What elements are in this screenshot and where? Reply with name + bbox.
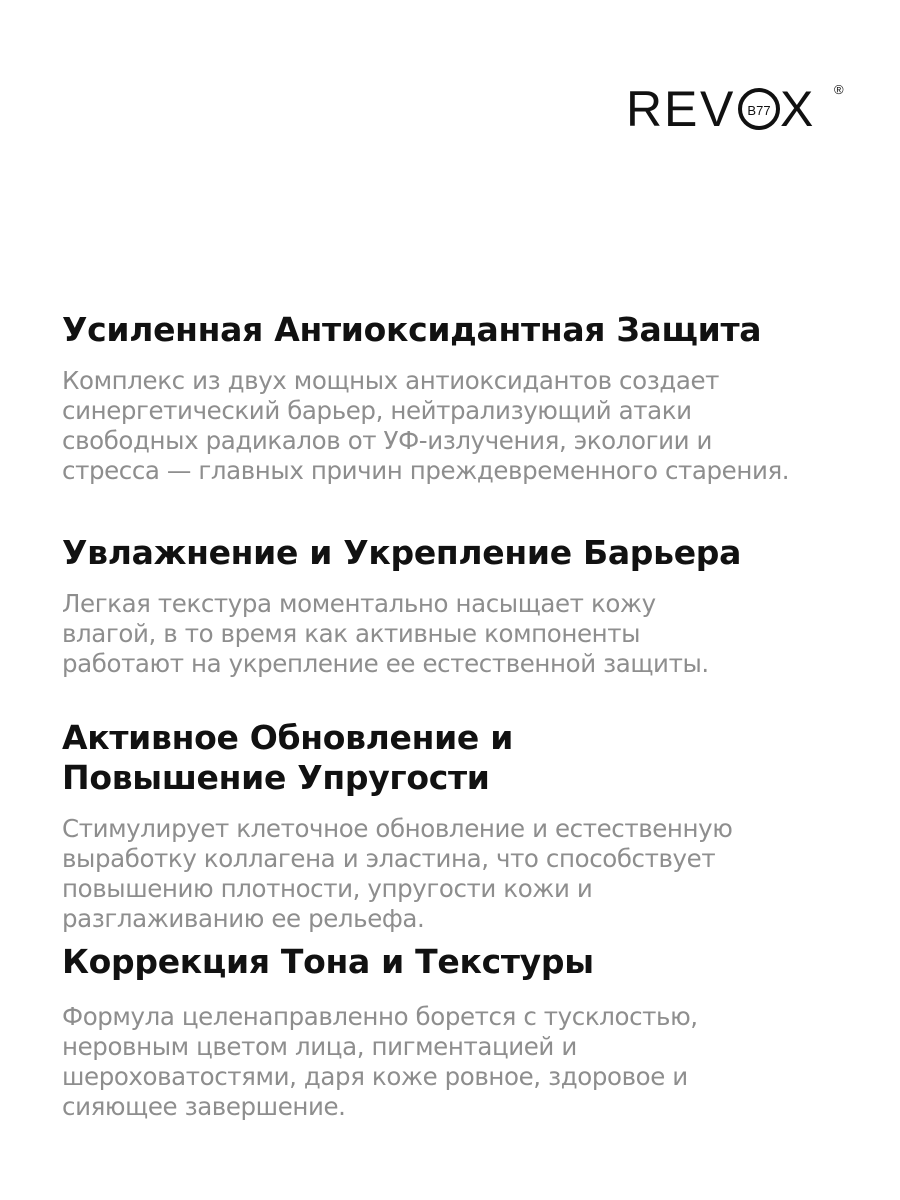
feature-description [62,366,862,486]
revox-logo-mark [622,78,848,136]
logo-sub-mark: B77 [747,103,771,118]
feature-title: Коррекция Тона и Текстуры [62,942,594,981]
title-line: Повышение Упругости [62,758,490,797]
logo-letter-r: R [626,81,663,136]
description-line: Комплекс из двух мощных антиоксидантов создает [62,366,720,395]
description-line: работают на укрепление ее естественной защиты. [62,649,709,678]
feature-description [62,589,862,679]
logo-letter-v: V [700,81,734,136]
feature-title: Усиленная Антиоксидантная Защита [62,310,762,349]
description-line: шероховатостями, даря коже ровное, здоровое и [62,1062,688,1091]
feature-title [62,718,862,798]
feature-tone-correction [62,942,862,1122]
feature-renewal [62,718,862,934]
description-line: влагой, в то время как активные компоненты [62,619,641,648]
description-line: Легкая текстура моментально насыщает кожу [62,589,656,618]
description-line: повышению плотности, упругости кожи и [62,874,593,903]
logo-letter-x: X [780,81,814,136]
feature-title: Увлажнение и Укрепление Барьера [62,533,742,572]
brand-logo [622,78,848,136]
description-line: сияющее завершение. [62,1092,346,1121]
feature-hydration [62,533,862,679]
description-line: Формула целенаправленно борется с тусклостью, [62,1002,698,1031]
description-line: выработку коллагена и эластина, что способствует [62,844,716,873]
logo-letter-e: E [664,81,698,136]
description-line: неровным цветом лица, пигментацией и [62,1032,577,1061]
description-line: разглаживанию ее рельефа. [62,904,425,933]
logo-registered-mark: ® [834,82,844,97]
description-line: стресса — главных причин преждевременного старения. [62,456,790,485]
title-line: Активное Обновление и [62,718,514,757]
description-line: свободных радикалов от УФ-излучения, экологии и [62,426,713,455]
feature-description [62,814,862,934]
description-line: Стимулирует клеточное обновление и естественную [62,814,733,843]
feature-description [62,1002,862,1122]
description-line: синергетический барьер, нейтрализующий атаки [62,396,692,425]
feature-antioxidant [62,310,862,486]
